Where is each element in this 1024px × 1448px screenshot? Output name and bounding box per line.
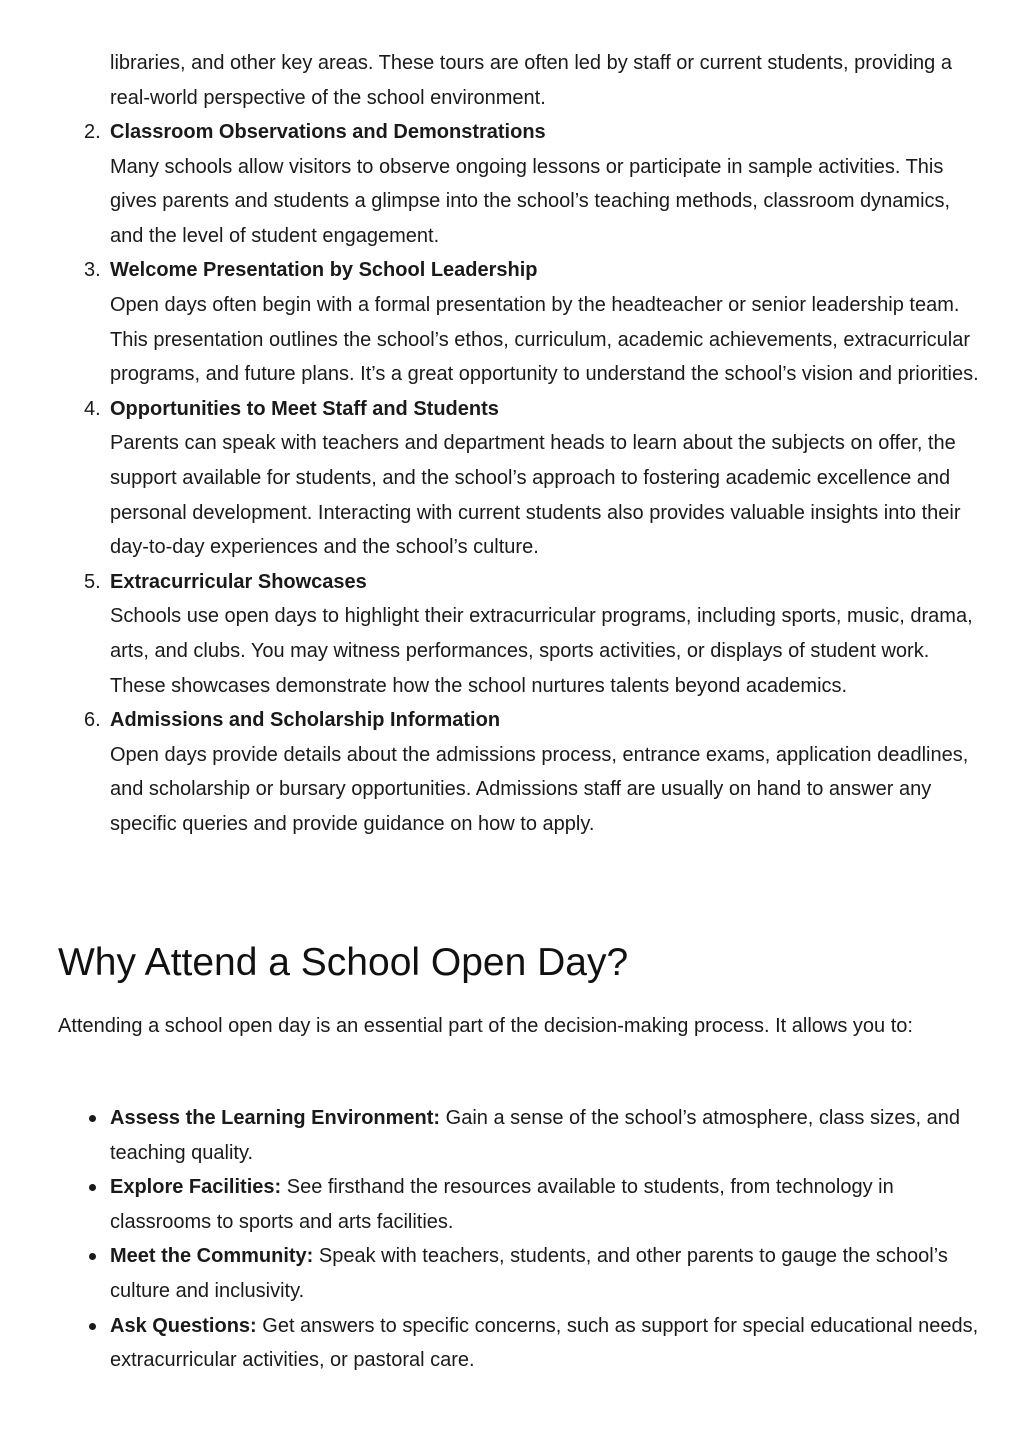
list-item-number: 4. [84, 397, 101, 420]
section-intro-paragraph: Attending a school open day is an essential part of the decision-making process. It allows you to: [58, 1015, 913, 1037]
bullet-icon [89, 1115, 96, 1122]
reason-title: Meet the Community: [110, 1245, 314, 1268]
list-item-body: Open days provide details about the admissions process, entrance exams, application deadlines, and scholarship or bursary opportunities. Admissions staff are usually on hand to answer any specific queries and provide guidance on how to apply. [110, 743, 969, 835]
list-item-number: 3. [84, 259, 101, 282]
list-item [110, 1101, 980, 1170]
list-item-title: Admissions and Scholarship Information [110, 709, 501, 732]
list-item-number: 6. [84, 709, 101, 732]
section-heading: Why Attend a School Open Day? [58, 941, 629, 984]
reason-body: Gain a sense of the school’s atmosphere, class sizes, and teaching quality. [110, 1107, 960, 1164]
reasons-list [110, 1101, 980, 1378]
continuation-paragraph: libraries, and other key areas. These tours are often led by staff or current students, providing a real-world perspective of the school environment. [110, 52, 952, 109]
list-item [84, 565, 980, 703]
list-item-title: Extracurricular Showcases [110, 570, 367, 593]
open-day-activities-list [84, 115, 980, 841]
list-item [110, 1239, 980, 1308]
bullet-icon [89, 1323, 96, 1330]
list-item-number: 2. [84, 121, 101, 143]
bullet-icon [89, 1184, 96, 1191]
list-item-body: Many schools allow visitors to observe ongoing lessons or participate in sample activities. This gives parents and students a glimpse into the school’s teaching methods, classroom dynamics, and the level of student engagement. [110, 155, 951, 247]
list-item-title: Classroom Observations and Demonstrations [110, 121, 546, 143]
reason-title: Ask Questions: [110, 1314, 257, 1337]
bullet-icon [89, 1253, 96, 1260]
list-item-body: Parents can speak with teachers and department heads to learn about the subjects on offer, the support available for students, and the school’s approach to fostering academic excellence and personal development. Interacting with current students also provides valuable insights into their day-to-day experiences and the school’s culture. [110, 432, 961, 559]
reason-body: Get answers to specific concerns, such as support for special educational needs, extracurricular activities, or pastoral care. [110, 1314, 979, 1372]
list-item [110, 1309, 980, 1378]
list-item [84, 115, 980, 253]
reason-body: See firsthand the resources available to students, from technology in classrooms to sports and arts facilities. [110, 1176, 894, 1233]
list-item [84, 392, 980, 565]
list-item [84, 703, 980, 841]
list-item-title: Welcome Presentation by School Leadership [110, 259, 538, 282]
list-item-number: 5. [84, 570, 101, 593]
list-item-body: Schools use open days to highlight their extracurricular programs, including sports, music, drama, arts, and clubs. You may witness performances, sports activities, or displays of student work. These showcases demonstrate how the school nurtures talents beyond academics. [110, 605, 973, 697]
reason-body: Speak with teachers, students, and other parents to gauge the school’s culture and inclusivity. [110, 1245, 948, 1302]
list-item [84, 253, 980, 391]
list-item-body: Open days often begin with a formal presentation by the headteacher or senior leadership team. This presentation outlines the school’s ethos, curriculum, academic achievements, extracurricular programs, and future plans. It’s a great opportunity to understand the school’s vision and priorities. [110, 293, 979, 386]
list-item-title: Opportunities to Meet Staff and Students [110, 397, 499, 420]
reason-title: Explore Facilities: [110, 1176, 282, 1199]
reason-title: Assess the Learning Environment: [110, 1107, 441, 1129]
list-item [110, 1170, 980, 1239]
